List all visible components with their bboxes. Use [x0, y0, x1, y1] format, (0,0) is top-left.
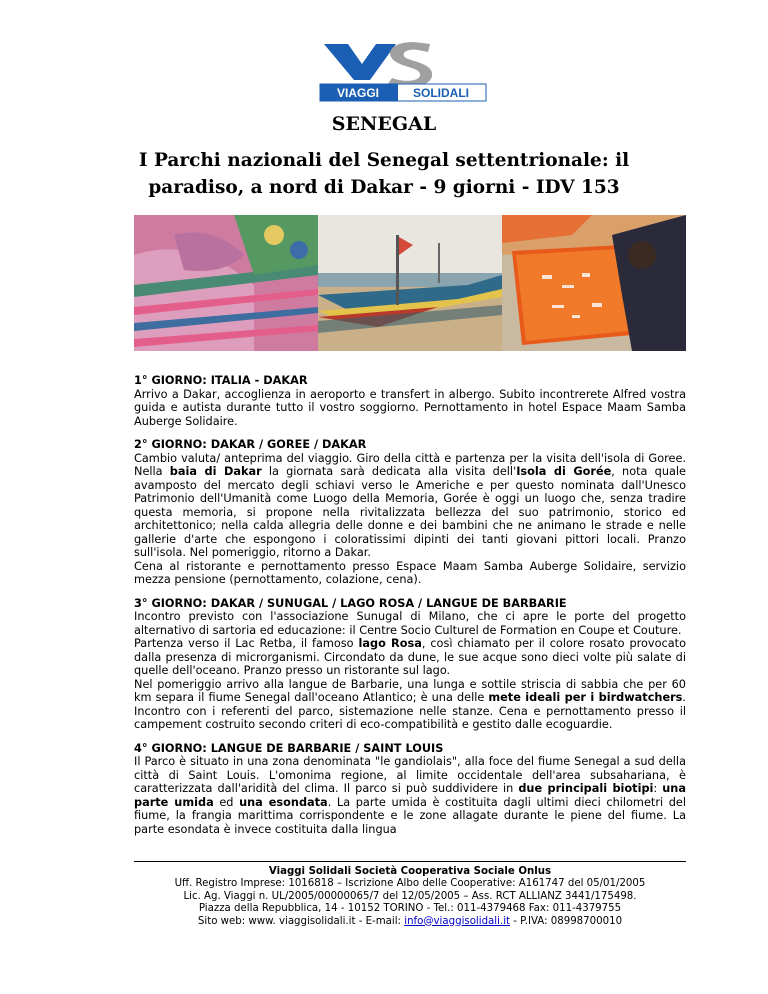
logo-text-part2: SOLIDALI	[413, 86, 469, 100]
footer-org: Viaggi Solidali Società Cooperativa Sociale Onlus	[268, 866, 552, 877]
photo-strip	[134, 215, 686, 351]
email-link[interactable]: info@viaggisolidali.it	[404, 915, 511, 927]
viaggi-solidali-logo	[318, 38, 488, 104]
artist-painting-orange-photo	[502, 215, 686, 351]
day-body: Incontro previsto con l'associazione Sunugal di Milano, che ci apre le porte del progetto alternativo di sartoria ed educazione: il Centre Socio Culturel de Formation en Coupe et Couture.	[134, 610, 686, 637]
day-3	[134, 597, 686, 732]
page-subtitle: I Parchi nazionali del Senegal settentrionale: il paradiso, a nord di Dakar - 9 giorni - IDV 153	[138, 150, 630, 198]
day-heading: 3° GIORNO: DAKAR / SUNUGAL / LAGO ROSA / LANGUE DE BARBARIE	[134, 596, 567, 610]
day-1	[134, 374, 686, 428]
footer-line: Sito web: www. viaggisolidali.it - E-mail: info@viaggisolidali.it - P.IVA: 08998700010	[197, 915, 623, 927]
day-body: Arrivo a Dakar, accoglienza in aeroporto e transfert in albergo. Subito incontrerete Alfred vostra guida e autista durante tutto il vostro soggiorno. Pernottamento in hotel Espace Maam Samba Auberge Solidaire.	[134, 387, 686, 428]
footer-divider	[134, 861, 686, 862]
day-heading: 2° GIORNO: DAKAR / GOREE / DAKAR	[134, 438, 367, 451]
fishing-boats-beach-photo	[318, 215, 502, 351]
footer-line: Uff. Registro Imprese: 1016818 – Iscrizione Albo delle Cooperative: A161747 del 05/01/2005	[174, 878, 646, 890]
footer	[100, 866, 720, 928]
footer-line: Piazza della Repubblica, 14 - 10152 TORINO - Tel.: 011-4379468 Fax: 011-4379755	[198, 903, 622, 915]
day-body: Partenza verso il Lac Retba, il famoso lago Rosa, così chiamato per il colore rosato provocato dalla presenza di microrganismi. Circondato da dune, le sue acque sono dieci volte più salate di quelle dell'oceano. Pranzo presso un ristorante sul lago.	[134, 637, 686, 677]
day-body: Cena al ristorante e pernottamento presso Espace Maam Samba Auberge Solidaire, servizio mezza pensione (pernottamento, colazione, cena).	[134, 559, 686, 586]
colorful-fabrics-photo	[134, 215, 318, 351]
logo-text-part1: VIAGGI	[336, 86, 380, 100]
day-heading: 4° GIORNO: LANGUE DE BARBARIE / SAINT LOUIS	[134, 741, 444, 755]
day-2	[134, 438, 686, 587]
day-body: Nel pomeriggio arrivo alla langue de Barbarie, una lunga e sottile striscia di sabbia che per 60 km separa il fiume Senegal dall'oceano Atlantico; è una delle mete ideali per i birdwatchers. Incontro con i referenti del parco, sistemazione nelle stanze. Cena e pernottamento presso il campement costruito secondo criteri di eco-compatibilità e gestito dalle ecoguardie.	[134, 677, 686, 731]
day-4	[134, 742, 686, 837]
day-body: Cambio valuta/ anteprima del viaggio. Giro della città e partenza per la visita dell'isola di Goree. Nella baia di Dakar la giornata sarà dedicata alla visita dell'Isola di Gorée, nota quale avamposto del mercato degli schiavi verso le Americhe e per questo nominata dall'Unesco Patrimonio dell'Umanità come Luogo della Memoria, Gorée è oggi un luogo che, senza tradire questa memoria, si propone nella rivitalizzata bellezza del suo patrimonio, storico ed architettonico; nella calda allegria delle donne e dei bambini che ne animano le strade e nelle gallerie d'arte che espongono i coloratissimi dipinti dei tanti giovani pittori locali. Pranzo sull'isola. Nel pomeriggio, ritorno a Dakar.	[134, 451, 686, 559]
footer-line: Lic. Ag. Viaggi n. UL/2005/00000065/7 del 12/05/2005 – Ass. RCT ALLIANZ 3441/175498.	[183, 890, 637, 902]
day-heading: 1° GIORNO: ITALIA - DAKAR	[134, 374, 308, 387]
day-body: Il Parco è situato in una zona denominata "le gandiolais", alla foce del fiume Senegal a sud della città di Saint Louis. L'omonima regione, al limite occidentale dell'area subsahariana, è caratterizzata dall'aridità del clima. Il parco si può suddividere in due principali biotipi: una parte umida ed una esondata. La parte umida è costituita dagli ultimi dieci chilometri del fiume, la frangia marittima corrispondente e le zone allagate durante le piene del fiume. La parte esondata è invece costituita dalla lingua	[134, 755, 686, 836]
page-title: SENEGAL	[331, 113, 437, 135]
itinerary	[134, 374, 686, 846]
